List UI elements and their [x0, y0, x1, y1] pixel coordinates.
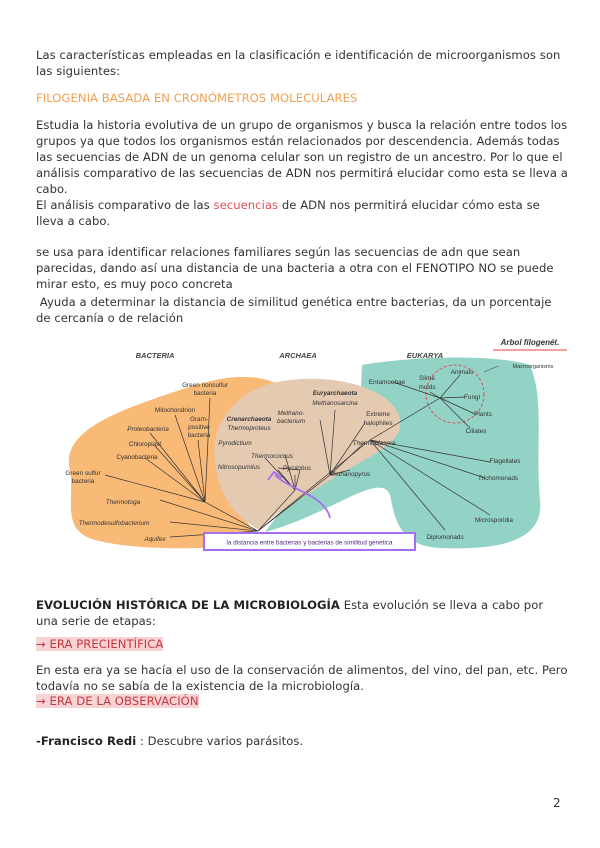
annotation-text: la distancia entre bacterias y bacterias de similitud genetica — [226, 539, 393, 547]
highlight-secuencias: secuencias — [213, 198, 279, 212]
taxon-label: Euryarchaeota — [312, 390, 358, 397]
phylogenetic-tree-figure — [0, 330, 600, 565]
taxon-label: bacteria — [187, 432, 211, 439]
paragraph-analisis: El análisis comparativo de las secuencias de ADN nos permitirá elucidar cómo esta se lleva a cabo. — [36, 198, 540, 228]
section-heading-evolucion: EVOLUCIÓN HISTÓRICA DE LA MICROBIOLOGÍA — [36, 598, 340, 612]
era-precientifica-heading: → ERA PRECIENTÍFICA — [36, 637, 164, 651]
domain-label-bacteria: BACTERIA — [135, 351, 175, 360]
page-number: 2 — [553, 796, 561, 810]
paragraph-evolucion: EVOLUCIÓN HISTÓRICA DE LA MICROBIOLOGÍA Esta evolución se lleva a cabo por una serie de etapas: — [36, 598, 544, 628]
taxon-label: halophiles — [363, 420, 393, 427]
taxon-label: Green nonsulfur — [182, 382, 228, 389]
taxon-label: Thermococcus — [251, 453, 293, 460]
taxon-label: Gram- — [189, 416, 209, 423]
domain-label-eukarya: EUKARYA — [406, 351, 444, 360]
paragraph-redi: -Francisco Redi : Descubre varios parásitos. — [36, 734, 304, 748]
figure-title-note: Arbol filogenét. — [500, 338, 560, 347]
taxon-label: Aquifex — [144, 536, 166, 543]
taxon-label: bacteria — [193, 390, 217, 397]
taxon-label: Thermoplasma — [352, 440, 396, 447]
taxon-label: bacteria — [71, 478, 95, 485]
taxon-label: Green sulfur — [65, 470, 101, 477]
paragraph-filogenia: Estudia la historia evolutiva de un grupo de organismos y busca la relación entre todos los grupos ya que todos los organismos están relacionados por descendencia. Además todas las secuencias de ADN de un genoma celular son un registro de un ancestro. Por lo que el análisis comparativo de las secuencias de ADN nos permitirá elucidar como esta se lleva a cabo. — [36, 118, 568, 196]
taxon-label: Slime — [419, 375, 435, 382]
paragraph-era-precientifica: En esta era ya se hacía el uso de la conservación de alimentos, del vino, del pan, etc. Pero todavía no se sabía de la existencia de la microbiología. — [36, 663, 568, 693]
taxon-label: Thermoproteus — [227, 425, 271, 432]
taxon-label: Pyrodictium — [218, 440, 252, 447]
taxon-label: Macroorganisms — [512, 364, 554, 370]
taxon-label: positive — [188, 424, 210, 431]
taxon-label: Proteobacteria — [127, 426, 169, 433]
taxon-label: Flagellates — [489, 458, 521, 465]
taxon-label: Crenarchaeota — [226, 416, 272, 423]
taxon-label: Thermodesulfobacterium — [78, 520, 150, 527]
intro-paragraph: Las características empleadas en la clasificación e identificación de microorganismos son las siguientes: — [36, 48, 561, 78]
section-heading-filogenia: FILOGENIA BASADA EN CRONÓMETROS MOLECULARES — [36, 91, 358, 105]
domain-label-archaea: ARCHAEA — [279, 351, 317, 360]
taxon-label: Extreme — [366, 411, 390, 418]
paragraph-ayuda: Ayuda a determinar la distancia de similitud genética entre bacterias, da un porcentaje de cercanía o de relación — [36, 295, 556, 325]
taxon-label: Thermotoga — [105, 499, 141, 506]
taxon-label: Entamoebae — [368, 379, 406, 386]
taxon-label: Trichomonads — [477, 475, 519, 482]
taxon-label: Fungi — [464, 394, 480, 401]
taxon-label: Chloroplast — [128, 441, 162, 448]
taxon-label: Methanopyrus — [329, 471, 371, 478]
paragraph-uso: se usa para identificar relaciones familiares según las secuencias de adn que sean parecidas, dando así una distancia de una bacteria a otra con el FENOTIPO NO se puede mirar esto, es muy poco concreta — [36, 245, 554, 291]
taxon-label: Mitochondrion — [154, 407, 196, 414]
taxon-label: bacterium — [276, 418, 306, 425]
taxon-label: Plants — [474, 411, 492, 418]
taxon-label: Pyrolobus — [282, 465, 312, 472]
taxon-label: Ciliates — [465, 428, 487, 435]
taxon-label: Methanosarcina — [312, 400, 358, 407]
taxon-label: Cyanobacteria — [116, 454, 158, 461]
taxon-label: Microsporidia — [474, 517, 514, 524]
taxon-label: Animals — [450, 369, 474, 376]
taxon-label: Nitrosopumilus — [217, 464, 261, 471]
taxon-label: molds — [418, 384, 436, 391]
era-observacion-heading: → ERA DE LA OBSERVACIÓN — [36, 694, 199, 708]
taxon-label: Methano- — [277, 410, 305, 417]
taxon-label: Diplomonads — [426, 534, 464, 541]
